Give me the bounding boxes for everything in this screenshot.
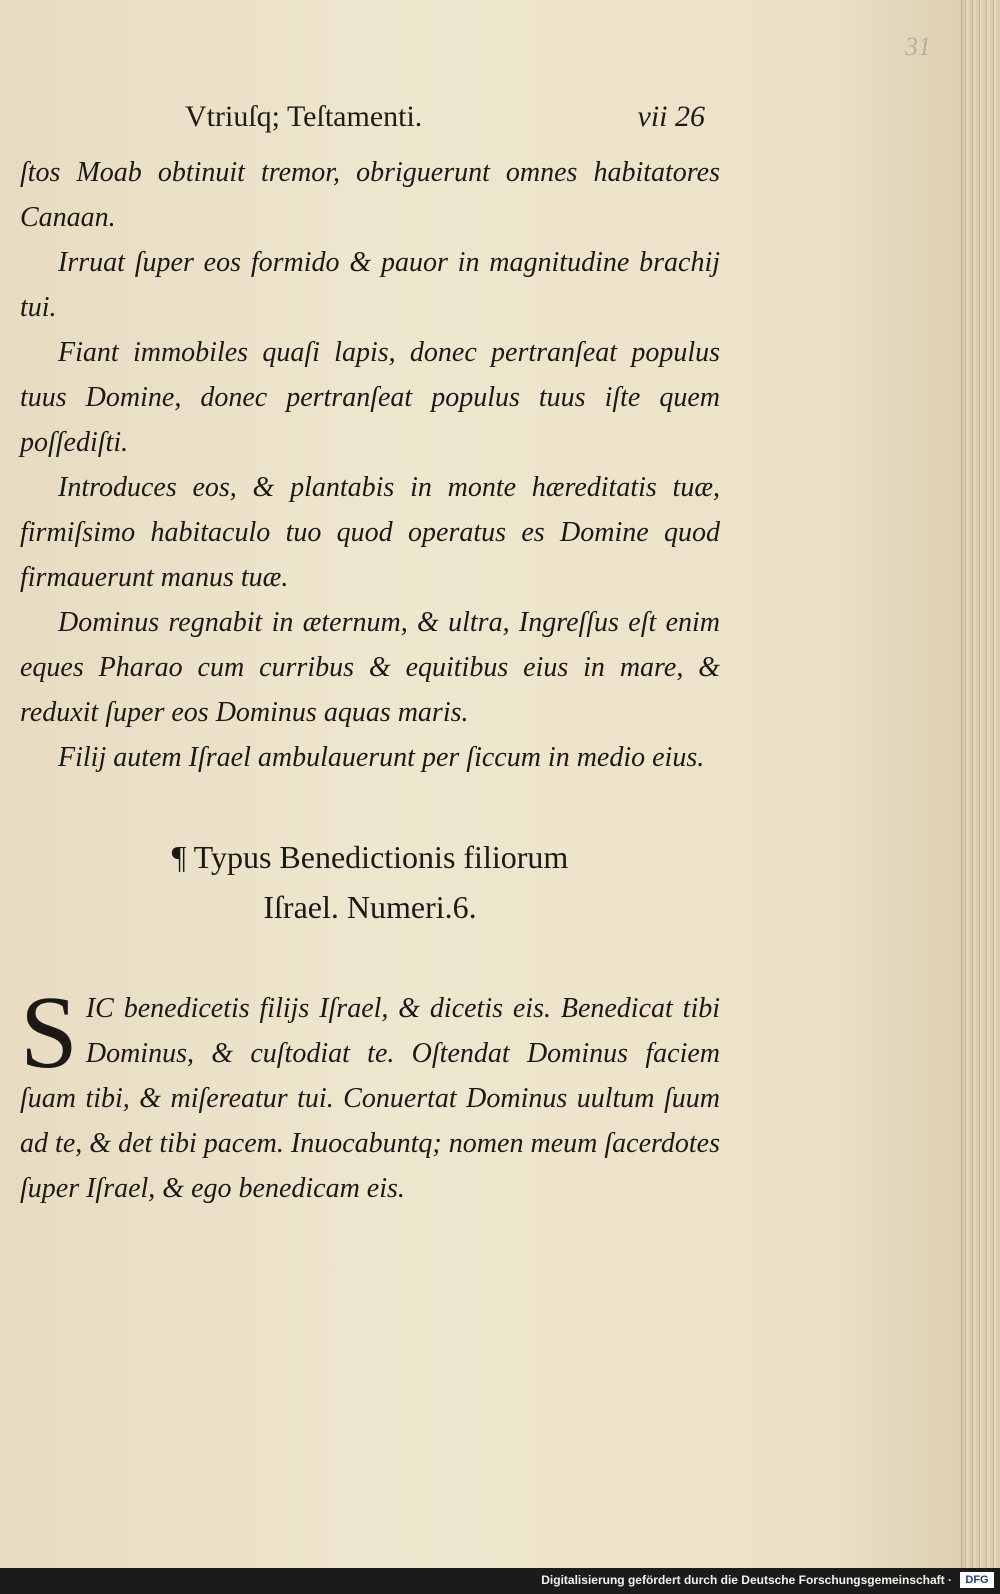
verse-paragraph: Irruat ſuper eos formido & pauor in magnitudine brachij tui. xyxy=(20,247,720,323)
verse-paragraph: Filij autem Iſrael ambulauerunt per ſiccum in medio eius. xyxy=(58,742,705,773)
blessing-text: IC benedicetis filijs Iſrael, & dicetis eis. Benedicat tibi Dominus, & cuſtodiat te. Oſtendat Dominus faciem ſuam tibi, & miſereatur tui. Conuertat Dominus uultum ſuum ad te, & det tibi pacem. Inuocabuntq; nomen meum ſacerdotes ſuper Iſrael, & ego benedicam eis. xyxy=(20,993,720,1204)
folio-signature: vii 26 xyxy=(637,100,705,133)
footer-bar xyxy=(0,1568,1000,1594)
section-heading-line-2: Iſrael. Numeri.6. xyxy=(263,889,477,925)
verse-paragraph: Introduces eos, & plantabis in monte hæreditatis tuæ, firmiſsimo habitaculo tuo quod operatus es Domine quod firmauerunt manus tuæ. xyxy=(20,472,720,593)
funding-credit: Digitalisierung gefördert durch die Deutsche Forschungsgemeinschaft · xyxy=(541,1573,952,1587)
verse-paragraph: Fiant immobiles quaſi lapis, donec pertranſeat populus tuus Domine, donec pertranſeat populus tuus iſte quem poſſediſti. xyxy=(20,337,720,458)
pencil-folio-number: 31 xyxy=(905,32,931,61)
running-title: Vtriuſq; Teſtamenti. xyxy=(185,100,423,133)
page-edges xyxy=(961,0,1000,1568)
blessing-paragraph xyxy=(20,975,720,1211)
text-block xyxy=(20,150,720,1211)
section-heading-line-1: ¶ Typus Benedictionis filiorum xyxy=(171,839,569,875)
verse-paragraph: Dominus regnabit in æternum, & ultra, Ingreſſus eſt enim eques Pharao cum curribus & equitibus eius in mare, & reduxit ſuper eos Dominus aquas maris. xyxy=(20,607,720,728)
dfg-logo: DFG xyxy=(960,1572,994,1588)
drop-cap: S xyxy=(20,975,78,1090)
section-heading xyxy=(20,832,720,932)
verse-paragraph: ſtos Moab obtinuit tremor, obriguerunt omnes habitatores Canaan. xyxy=(20,157,720,233)
